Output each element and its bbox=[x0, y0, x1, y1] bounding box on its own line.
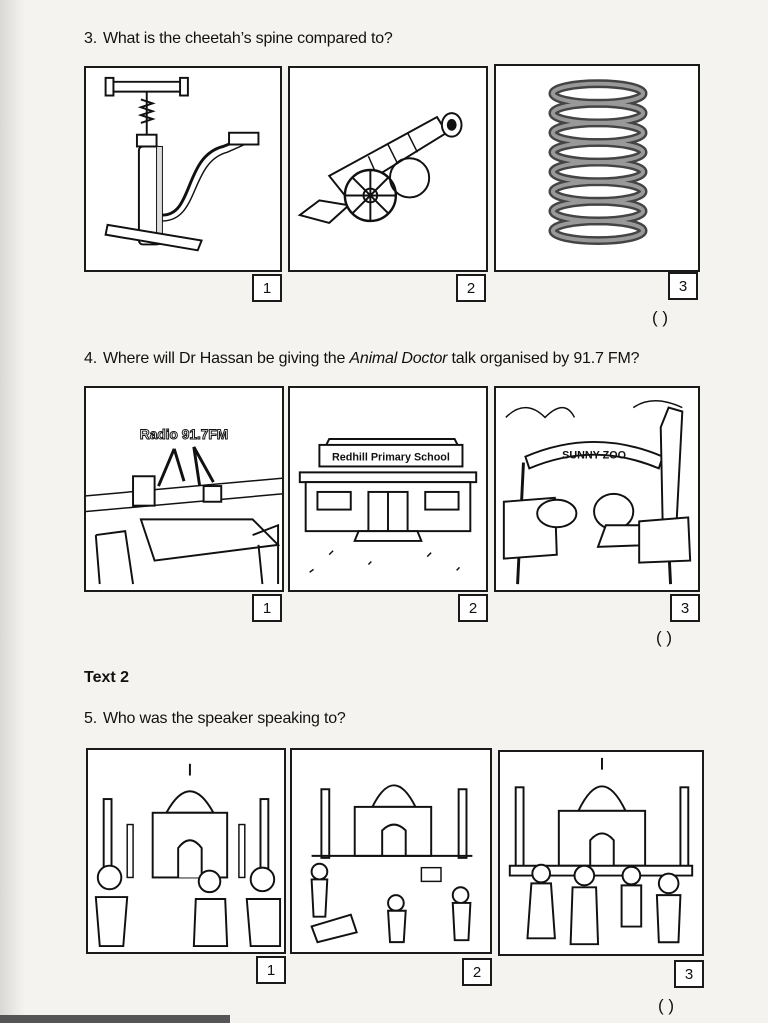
tourists-photographing-icon bbox=[88, 750, 284, 952]
question-number: 5. bbox=[84, 710, 97, 727]
option-1-picture[interactable] bbox=[86, 748, 286, 954]
people-in-traditional-dress-icon bbox=[500, 752, 702, 954]
question-number: 3. bbox=[84, 30, 97, 47]
spring-coil-icon bbox=[496, 66, 698, 270]
option-1-picture[interactable] bbox=[84, 66, 282, 272]
radio-studio-icon bbox=[86, 388, 282, 590]
question-4 bbox=[84, 350, 639, 368]
question-text-end: talk organised by 91.7 FM? bbox=[447, 350, 640, 367]
school-building-icon bbox=[290, 388, 486, 590]
zoo-sign: SUNNY ZOO bbox=[562, 449, 626, 462]
bicycle-pump-icon bbox=[86, 68, 280, 270]
page-binding-shadow bbox=[0, 0, 26, 1023]
question-text: What is the cheetah’s spine compared to? bbox=[102, 30, 393, 47]
option-3-picture[interactable] bbox=[494, 64, 700, 272]
answer-bracket[interactable]: ( ) bbox=[656, 628, 673, 647]
answer-bracket[interactable]: ( ) bbox=[658, 996, 675, 1015]
option-1-label[interactable]: 1 bbox=[256, 956, 286, 984]
option-2-label[interactable]: 2 bbox=[456, 274, 486, 302]
school-sign: Redhill Primary School bbox=[332, 451, 450, 464]
zoo-entrance-icon bbox=[496, 388, 698, 590]
option-1-label[interactable]: 1 bbox=[252, 594, 282, 622]
option-2-label[interactable]: 2 bbox=[462, 958, 492, 986]
question-number: 4. bbox=[84, 350, 97, 367]
option-3-label[interactable]: 3 bbox=[670, 594, 700, 622]
option-3-label[interactable]: 3 bbox=[674, 960, 704, 988]
option-2-picture[interactable] bbox=[288, 386, 488, 592]
option-2-picture[interactable] bbox=[290, 748, 492, 954]
page-edge-shadow bbox=[0, 1015, 230, 1023]
question-text: Who was the speaker speaking to? bbox=[102, 710, 346, 727]
question-5 bbox=[84, 710, 346, 728]
option-2-label[interactable]: 2 bbox=[458, 594, 488, 622]
answer-bracket[interactable]: ( ) bbox=[652, 308, 669, 327]
question-text: Where will Dr Hassan be giving the bbox=[102, 350, 350, 367]
question-text-italic: Animal Doctor bbox=[349, 350, 448, 367]
section-heading: Text 2 bbox=[84, 669, 130, 686]
radio-sign: Radio 91.7FM bbox=[139, 427, 229, 443]
option-3-picture[interactable] bbox=[498, 750, 704, 956]
option-1-picture[interactable] bbox=[84, 386, 284, 592]
option-3-picture[interactable] bbox=[494, 386, 700, 592]
option-1-label[interactable]: 1 bbox=[252, 274, 282, 302]
cannon-icon bbox=[290, 68, 486, 270]
builders-working-icon bbox=[292, 750, 490, 952]
option-2-picture[interactable] bbox=[288, 66, 488, 272]
question-3 bbox=[84, 30, 393, 48]
option-3-label[interactable]: 3 bbox=[668, 272, 698, 300]
